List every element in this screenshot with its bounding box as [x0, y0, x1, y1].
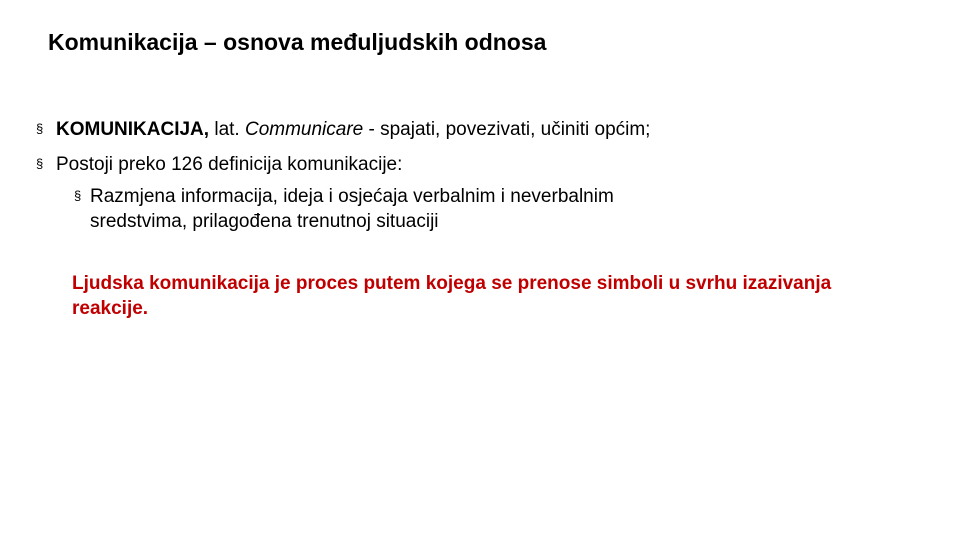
bullet-marker-icon: § — [36, 156, 44, 171]
bullet-pre-text: lat. — [209, 119, 245, 140]
bullet-latin-word: Communicare — [244, 119, 364, 140]
definition-highlight: Ljudska komunikacija je proces putem kojega se prenose simboli u svrhu izazivanja reakcije. — [72, 273, 832, 319]
bullet-term: KOMUNIKACIJA, — [56, 119, 210, 140]
bullet-definition-count — [36, 152, 402, 177]
sub-bullet-line-1: Razmjena informacija, ideja i osjećaja verbalnim i neverbalnim — [90, 186, 614, 207]
sub-bullet-continuation — [90, 210, 439, 234]
slide-title: Komunikacija – osnova međuljudskih odnosa — [48, 29, 547, 55]
bullet-text: Postoji preko 126 definicija komunikacije: — [56, 154, 403, 175]
sub-bullet — [74, 184, 614, 209]
bullet-definition-latin — [36, 117, 650, 142]
sub-bullet-marker-icon: § — [74, 188, 82, 203]
sub-bullet-line-2: sredstvima, prilagođena trenutnoj situaciji — [90, 211, 439, 232]
bullet-marker-icon: § — [36, 121, 44, 136]
bullet-post-text: - spajati, povezivati, učiniti općim; — [363, 119, 651, 140]
